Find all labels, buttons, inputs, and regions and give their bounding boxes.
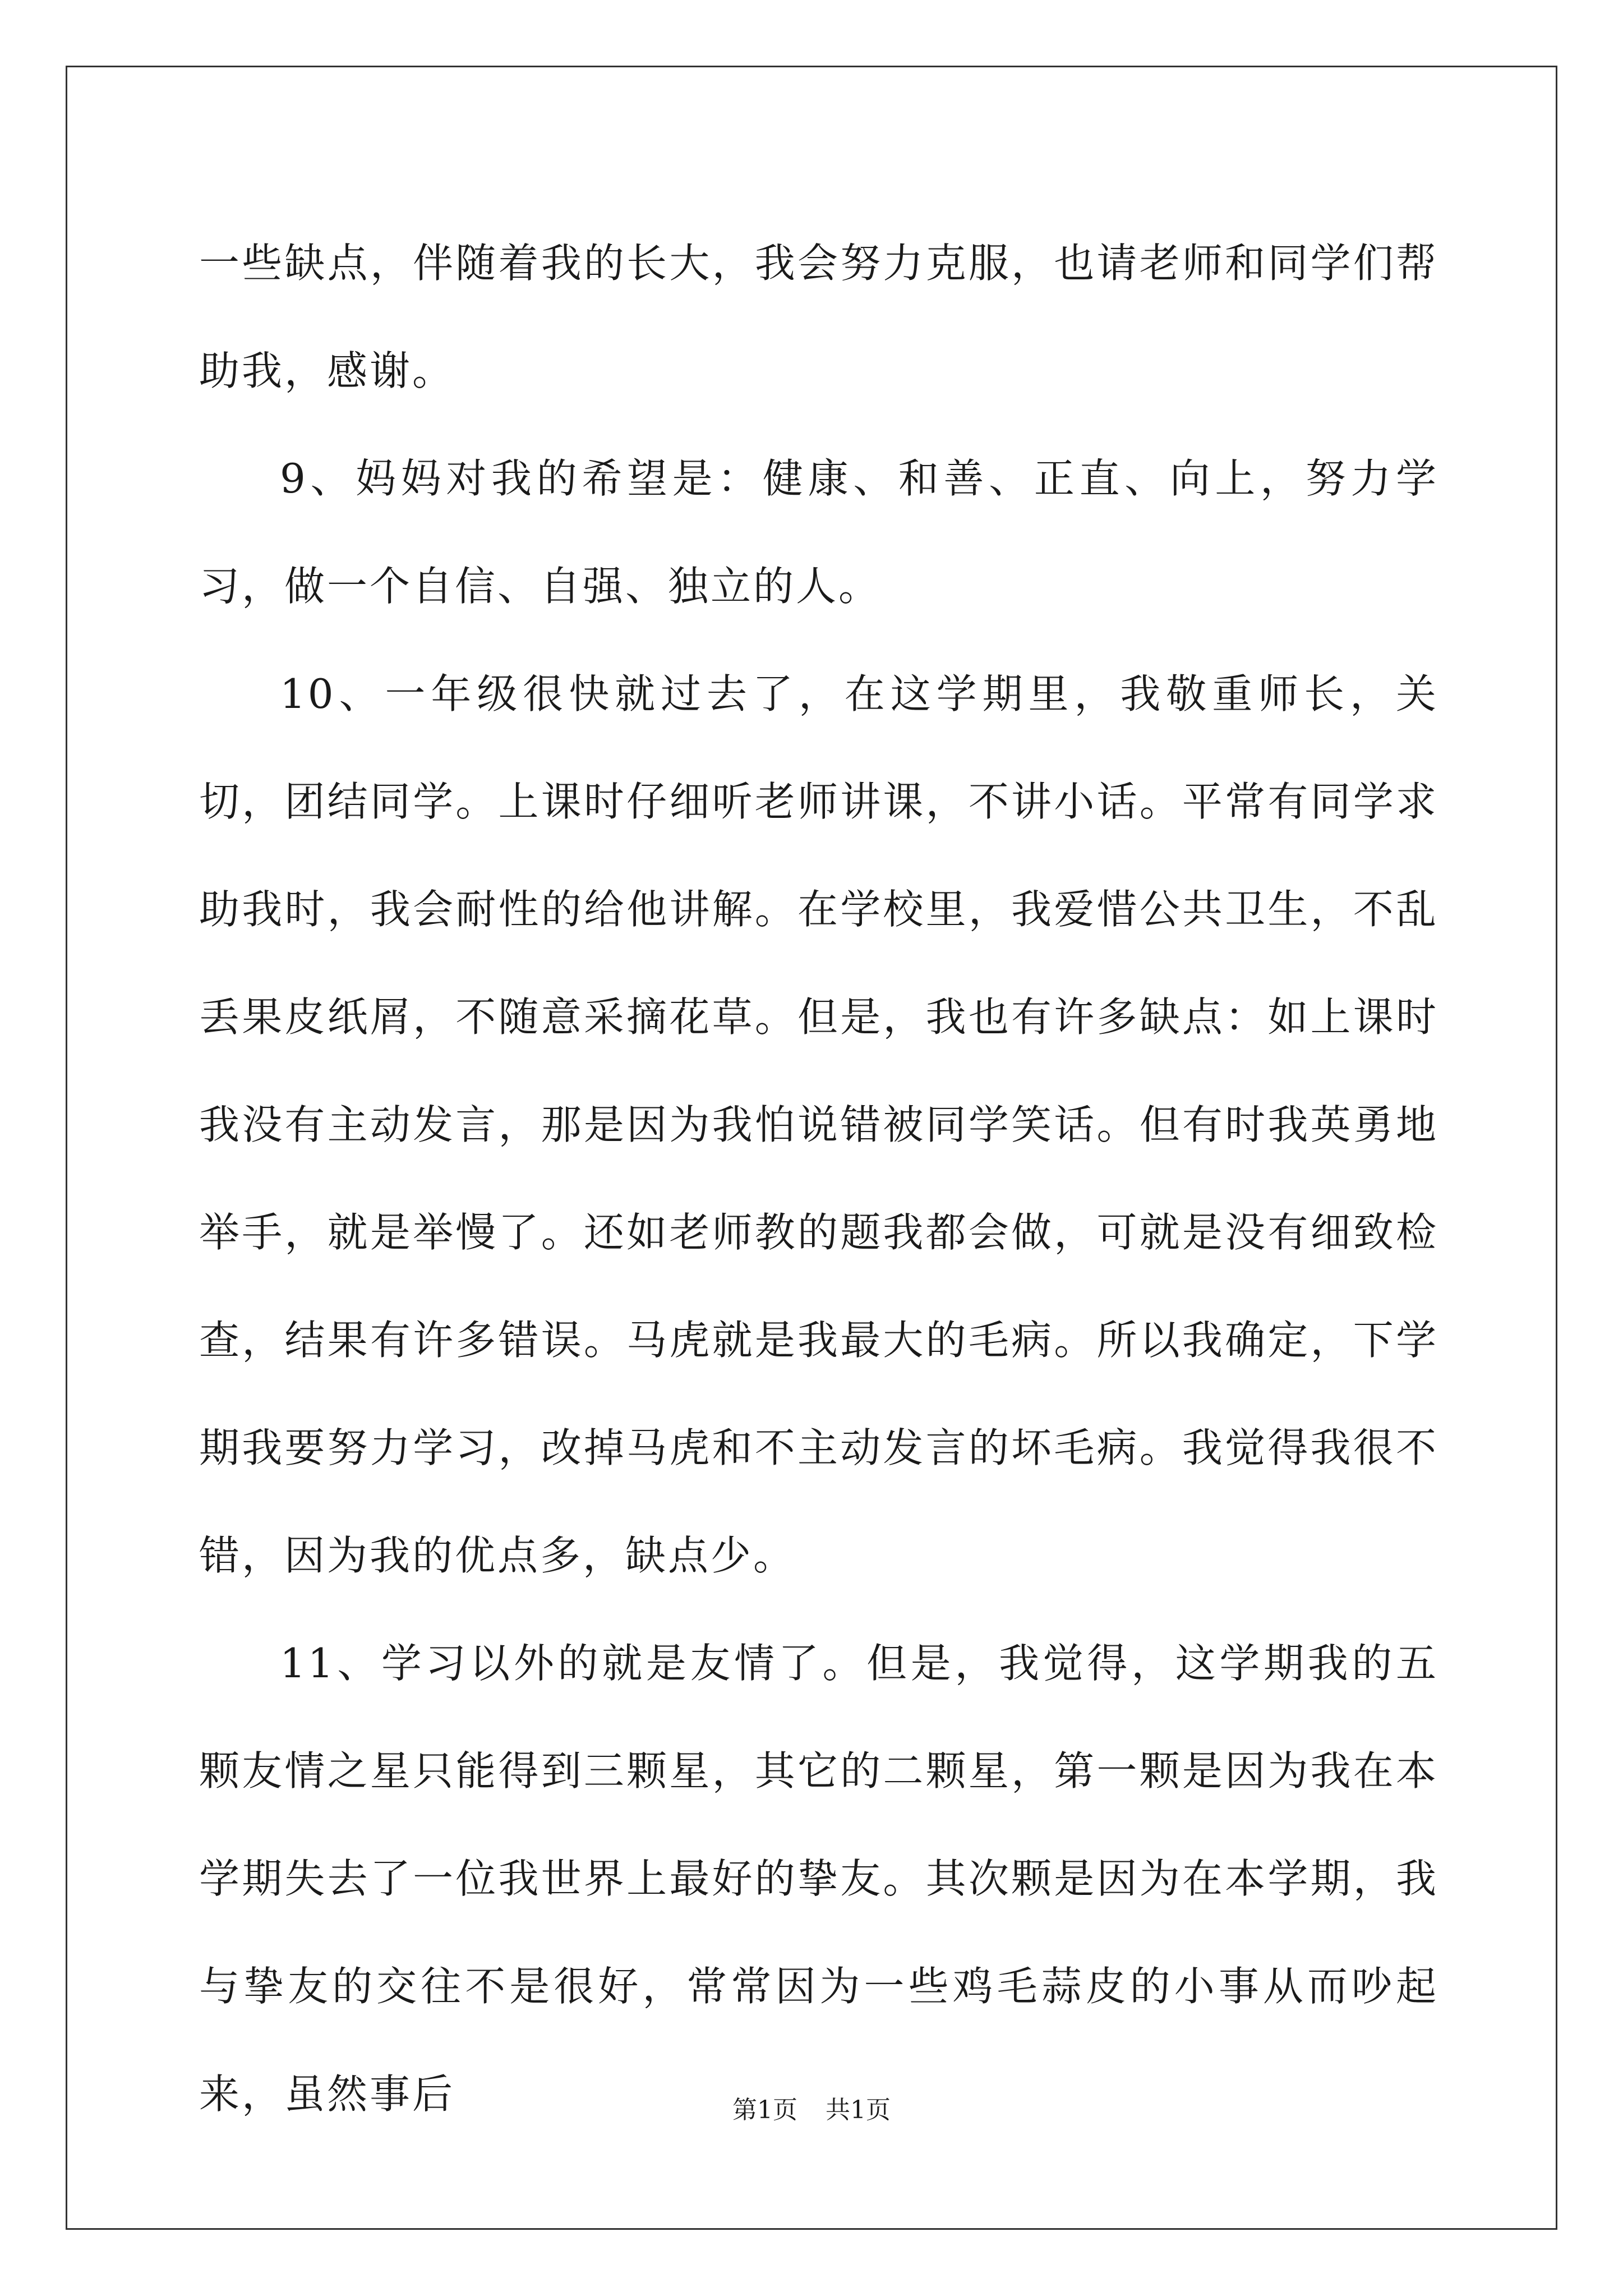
page-footer — [0, 2093, 1623, 2127]
paragraph-4: 11、学习以外的就是友情了。但是，我觉得，这学期我的五颗友情之星只能得到三颗星，其它的二颗星，第一颗是因为我在本学期失去了一位我世界上最好的挚友。其次颗是因为在本学期，我与挚友的交往不是很好，常常因为一些鸡毛蒜皮的小事从而吵起来，虽然事后 — [199, 1640, 1438, 2118]
page-number: 第1页 — [732, 2096, 797, 2124]
paragraph-2: 9、妈妈对我的希望是：健康、和善、正直、向上，努力学习，做一个自信、自强、独立的人。 — [199, 455, 1438, 610]
paragraph-3: 10、一年级很快就过去了，在这学期里，我敬重师长，关切，团结同学。上课时仔细听老师讲课，不讲小话。平常有同学求助我时，我会耐性的给他讲解。在学校里，我爱惜公共卫生，不乱丢果皮纸屑，不随意采摘花草。但是，我也有许多缺点：如上课时我没有主动发言，那是因为我怕说错被同学笑话。但有时我英勇地举手，就是举慢了。还如老师教的题我都会做，可就是没有细致检查，结果有许多错误。马虎就是我最大的毛病。所以我确定，下学期我要努力学习，改掉马虎和不主动发言的坏毛病。我觉得我很不错，因为我的优点多，缺点少。 — [199, 670, 1438, 1579]
document-body — [199, 209, 1438, 2148]
paragraph-1: 一些缺点，伴随着我的长大，我会努力克服，也请老师和同学们帮助我，感谢。 — [199, 240, 1438, 394]
page-total: 共1页 — [826, 2096, 891, 2124]
